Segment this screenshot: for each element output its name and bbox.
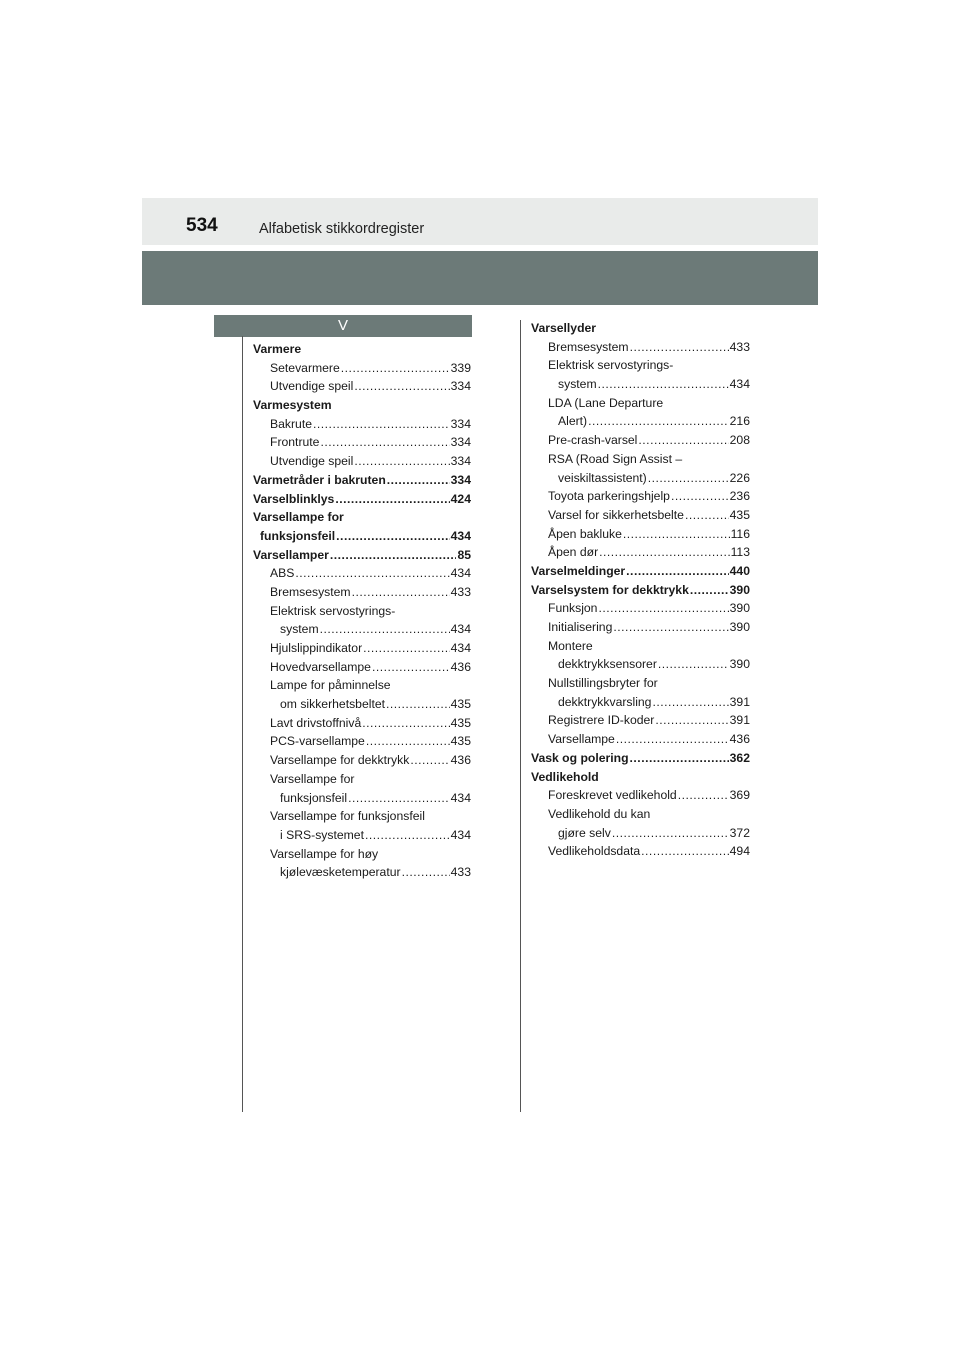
index-entry (253, 714, 471, 733)
index-term: Montere (548, 638, 593, 653)
index-entry (531, 618, 750, 637)
index-term: Varsellampe for (270, 771, 355, 786)
index-entry (253, 695, 471, 714)
index-page-number: 434 (450, 566, 471, 581)
index-entry (253, 471, 471, 490)
index-page-number: 372 (729, 825, 750, 840)
index-term: Hovedvarsellampe (270, 659, 371, 674)
leader-dots (387, 471, 450, 490)
index-page-number: 85 (457, 547, 471, 562)
index-entry (531, 711, 750, 730)
index-entry (253, 377, 471, 396)
index-entry (531, 730, 750, 749)
index-term: Pre-crash-varsel (548, 433, 638, 448)
leader-dots (641, 842, 729, 861)
index-page-number: 434 (450, 622, 471, 637)
index-term: Initialisering (548, 620, 613, 634)
index-page-number: 390 (729, 601, 750, 616)
index-term: Varmetråder i bakruten (253, 472, 386, 487)
index-term: Bremsesystem (270, 584, 351, 599)
index-entry (253, 583, 471, 602)
index-term: i SRS-systemet (280, 827, 364, 842)
leader-dots (599, 543, 729, 562)
leader-dots (410, 751, 449, 770)
index-page-number: 390 (729, 657, 750, 672)
index-term: Varmere (253, 342, 302, 356)
leader-dots (598, 599, 728, 618)
index-term: Setevarmere (270, 360, 340, 375)
leader-dots (386, 695, 450, 714)
header-bar (142, 198, 818, 245)
index-entry (531, 412, 750, 431)
page-number: 534 (186, 215, 218, 236)
index-entry (253, 546, 471, 565)
index-entry (253, 658, 471, 677)
index-term: Varsellampe for høy (270, 846, 379, 861)
index-term: ABS (270, 566, 295, 581)
index-entry (531, 543, 750, 562)
index-entry (253, 845, 471, 864)
leader-dots (295, 564, 449, 583)
index-entry (531, 394, 750, 413)
leader-dots (402, 863, 450, 882)
index-page-number: 334 (450, 416, 471, 431)
index-page-number: 334 (450, 435, 471, 450)
column-rule-left (242, 336, 243, 1112)
index-entry (531, 356, 750, 375)
leader-dots (630, 749, 729, 768)
index-term: Hjulslippindikator (270, 641, 363, 655)
index-page-number: 434 (450, 641, 471, 655)
leader-dots (588, 412, 729, 431)
leader-dots (655, 711, 728, 730)
index-term: Utvendige speil (270, 454, 354, 469)
index-term: Registrere ID-koder (548, 713, 655, 728)
index-column-left (253, 340, 471, 882)
index-term: Varsel for sikkerhetsbelte (548, 507, 684, 522)
index-term: Varsellampe for (253, 510, 344, 525)
leader-dots (678, 786, 729, 805)
leader-dots (612, 824, 729, 843)
index-term: funksjonsfeil (280, 790, 348, 805)
index-entry (253, 807, 471, 826)
index-term: Utvendige speil (270, 379, 354, 394)
index-entry (253, 396, 471, 415)
index-term: Vedlikeholdsdata (548, 844, 641, 859)
index-term: Vedlikehold (531, 769, 599, 784)
leader-dots (671, 487, 729, 506)
leader-dots (652, 693, 728, 712)
index-entry (531, 805, 750, 824)
index-entry (253, 863, 471, 882)
index-page-number: 362 (729, 750, 750, 765)
index-entry (253, 508, 471, 527)
index-page-number: 390 (729, 582, 750, 597)
page-title: Alfabetisk stikkordregister (259, 221, 425, 237)
index-term: Alert) (558, 414, 588, 429)
index-entry (253, 433, 471, 452)
index-entry (531, 562, 750, 581)
index-term: Varsellamper (253, 547, 329, 562)
index-entry (531, 655, 750, 674)
index-entry (253, 452, 471, 471)
index-entry (253, 732, 471, 751)
index-page-number: 436 (450, 753, 471, 768)
index-term: veiskiltassistent) (558, 470, 647, 485)
leader-dots (320, 620, 450, 639)
index-term: Vask og polering (531, 750, 629, 765)
index-page-number: 236 (729, 489, 750, 504)
leader-dots (372, 658, 450, 677)
leader-dots (336, 527, 449, 546)
index-term: Toyota parkeringshjelp (548, 489, 670, 504)
index-entry (531, 768, 750, 787)
index-page-number: 334 (450, 379, 471, 394)
index-entry (253, 826, 471, 845)
leader-dots (365, 826, 450, 845)
index-entry (531, 786, 750, 805)
index-column-right (531, 319, 750, 861)
leader-dots (658, 655, 729, 674)
index-page-number: 433 (450, 865, 471, 880)
index-term: system (280, 622, 319, 637)
index-term: dekktrykksensorer (558, 657, 657, 672)
leader-dots (638, 431, 728, 450)
index-term: funksjonsfeil (260, 528, 336, 543)
index-page-number: 334 (450, 472, 471, 487)
index-page-number: 226 (729, 470, 750, 485)
index-page-number: 434 (450, 528, 471, 543)
index-page-number: 433 (729, 339, 750, 354)
leader-dots (363, 639, 450, 658)
index-page-number: 434 (729, 377, 750, 392)
index-term: Varselblinklys (253, 491, 335, 506)
index-term: kjølevæsketemperatur (280, 865, 401, 880)
index-page-number: 390 (729, 620, 750, 634)
index-term: Nullstillingsbryter for (548, 676, 658, 691)
index-term: system (558, 377, 597, 392)
index-page-number: 435 (729, 507, 750, 522)
index-term: Varsellampe for dekktrykk (270, 753, 410, 768)
index-term: Elektrisk servostyrings- (270, 603, 396, 618)
leader-dots (616, 730, 729, 749)
index-term: Lampe for påminnelse (270, 678, 391, 693)
leader-dots (648, 469, 729, 488)
index-entry (253, 527, 471, 546)
index-page-number: 334 (450, 454, 471, 469)
leader-dots (330, 546, 457, 565)
leader-dots (341, 359, 450, 378)
index-term: om sikkerhetsbeltet (280, 697, 385, 712)
index-page-number: 436 (450, 659, 471, 674)
index-entry (531, 319, 750, 338)
leader-dots (623, 525, 730, 544)
index-term: Foreskrevet vedlikehold (548, 788, 677, 803)
leader-dots (366, 732, 450, 751)
header-band (142, 251, 818, 305)
leader-dots (335, 490, 449, 509)
index-entry (531, 431, 750, 450)
leader-dots (354, 377, 449, 396)
index-page-number: 494 (729, 844, 750, 859)
index-entry (531, 637, 750, 656)
index-page-number: 116 (730, 526, 750, 541)
index-page-number: 113 (730, 545, 750, 560)
index-page-number: 391 (729, 713, 750, 728)
index-entry (253, 340, 471, 359)
index-page-number: 435 (450, 715, 471, 730)
index-term: Varmesystem (253, 398, 332, 413)
index-term: dekktrykkvarsling (558, 694, 652, 709)
index-entry (531, 599, 750, 618)
index-entry (253, 770, 471, 789)
index-page-number: 339 (450, 360, 471, 375)
column-rule-right (520, 320, 521, 1112)
leader-dots (613, 618, 728, 637)
section-letter-tab: V (214, 315, 472, 337)
leader-dots (362, 714, 449, 733)
leader-dots (352, 583, 450, 602)
index-entry (531, 693, 750, 712)
index-entry (531, 469, 750, 488)
index-term: Varselsystem for dekktrykk (531, 582, 689, 597)
index-page-number: 435 (450, 734, 471, 749)
leader-dots (348, 789, 450, 808)
leader-dots (690, 581, 729, 600)
index-entry (253, 789, 471, 808)
leader-dots (320, 433, 449, 452)
index-entry (531, 581, 750, 600)
index-term: Åpen dør (548, 545, 599, 560)
index-entry (253, 415, 471, 434)
index-term: Vedlikehold du kan (548, 806, 651, 821)
index-term: Varsellampe (548, 732, 615, 747)
index-entry (531, 506, 750, 525)
index-page-number: 434 (450, 790, 471, 805)
index-term: PCS-varsellampe (270, 734, 365, 749)
leader-dots (626, 562, 728, 581)
index-entry (531, 842, 750, 861)
index-entry (531, 375, 750, 394)
index-term: RSA (Road Sign Assist – (548, 451, 683, 466)
index-entry (531, 749, 750, 768)
index-term: Funksjon (548, 601, 598, 616)
index-term: Varselmeldinger (531, 563, 626, 578)
index-term: Varsellyder (531, 321, 597, 335)
index-page-number: 433 (450, 584, 471, 599)
index-page-number: 369 (729, 788, 750, 803)
index-entry (253, 564, 471, 583)
index-page-number: 424 (450, 491, 471, 506)
index-term: Åpen bakluke (548, 526, 622, 541)
index-term: Bremsesystem (548, 339, 629, 354)
index-entry (253, 676, 471, 695)
index-page-number: 440 (729, 563, 750, 578)
index-entry (531, 525, 750, 544)
leader-dots (598, 375, 729, 394)
index-entry (531, 450, 750, 469)
leader-dots (313, 415, 450, 434)
index-term: gjøre selv (558, 825, 611, 840)
index-entry (253, 602, 471, 621)
index-entry (253, 639, 471, 658)
index-entry (253, 620, 471, 639)
index-entry (531, 338, 750, 357)
index-term: Varsellampe for funksjonsfeil (270, 809, 425, 824)
index-page-number: 216 (729, 414, 750, 429)
index-entry (531, 487, 750, 506)
index-entry (253, 359, 471, 378)
index-term: Frontrute (270, 435, 320, 450)
index-page-number: 436 (729, 732, 750, 747)
leader-dots (354, 452, 449, 471)
index-term: Elektrisk servostyrings- (548, 358, 674, 373)
index-entry (531, 824, 750, 843)
index-entry (253, 751, 471, 770)
index-term: Bakrute (270, 416, 313, 431)
leader-dots (630, 338, 729, 357)
leader-dots (685, 506, 729, 525)
index-page-number: 434 (450, 827, 471, 842)
index-page-number: 435 (450, 697, 471, 712)
index-term: Lavt drivstoffnivå (270, 715, 362, 730)
index-term: LDA (Lane Departure (548, 395, 664, 410)
index-entry (531, 674, 750, 693)
index-page-number: 391 (729, 694, 750, 709)
index-entry (253, 490, 471, 509)
index-page-number: 208 (729, 433, 750, 448)
